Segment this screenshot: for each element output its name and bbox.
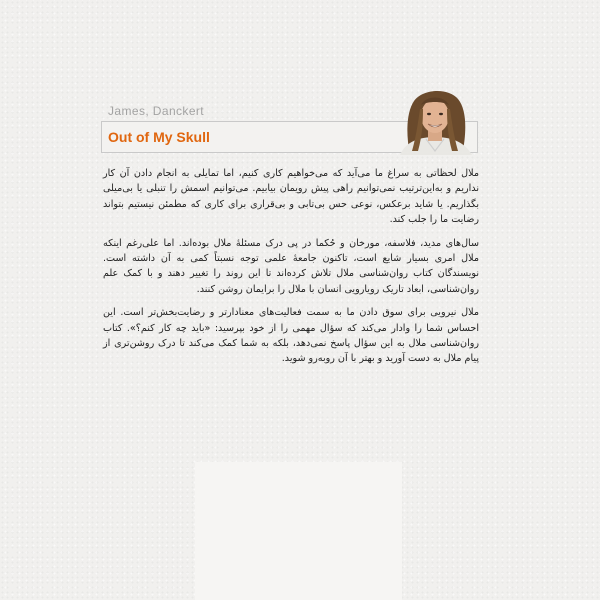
description-text	[103, 166, 479, 375]
author-photo	[392, 85, 478, 155]
paragraph-1: ملال لحظاتی به سراغ ما می‌آید که می‌خواهیم کاری کنیم، اما تمایلی به انجام دادن آن کار نداریم و به‌این‌ترتیب نمی‌توانیم راهی پیش رویمان بیابیم. می‌توانیم اسمش را تنبلی یا بی‌میلی بگذاریم. یا شاید برعکس، نوعی حس بی‌تابی و بی‌قراری برای کاری که مطمئن نیستیم بتواند رضایت ما را جلب کند.	[103, 168, 479, 226]
blank-panel	[195, 462, 402, 600]
author-portrait-image	[392, 85, 478, 155]
author-name: James, Danckert	[108, 104, 205, 118]
paragraph-3: ملال نیرویی برای سوق دادن ما به سمت فعالیت‌های معنادارتر و رضایت‌بخش‌تر است. این احساس شما را وادار می‌کند که سؤال مهمی را از خود بپرسید: «باید چه کار کنم؟». کتاب روان‌شناسی ملال به این سؤال پاسخ نمی‌دهد، بلکه به شما کمک می‌کند تا درک روشن‌تری از پیام ملال به دست آورید و بهتر با آن روبه‌رو شوید.	[103, 307, 479, 365]
paragraph-2: سال‌های مدید، فلاسفه، مورخان و حُکما در پی درک مسئلهٔ ملال بوده‌اند. اما علی‌رغم اینکه ملال امری بسیار شایع است، تاکنون جامعهٔ علمی توجه نسبتاً کمی به آن داشته است. نویسندگان کتاب روان‌شناسی ملال تلاش کرده‌اند تا این روند را تغییر دهند و با کمک علم روان‌شناسی، ابعاد تاریک رویارویی انسان با ملال را برایمان روشن کنند.	[103, 237, 479, 295]
book-title: Out of My Skull	[108, 129, 210, 145]
